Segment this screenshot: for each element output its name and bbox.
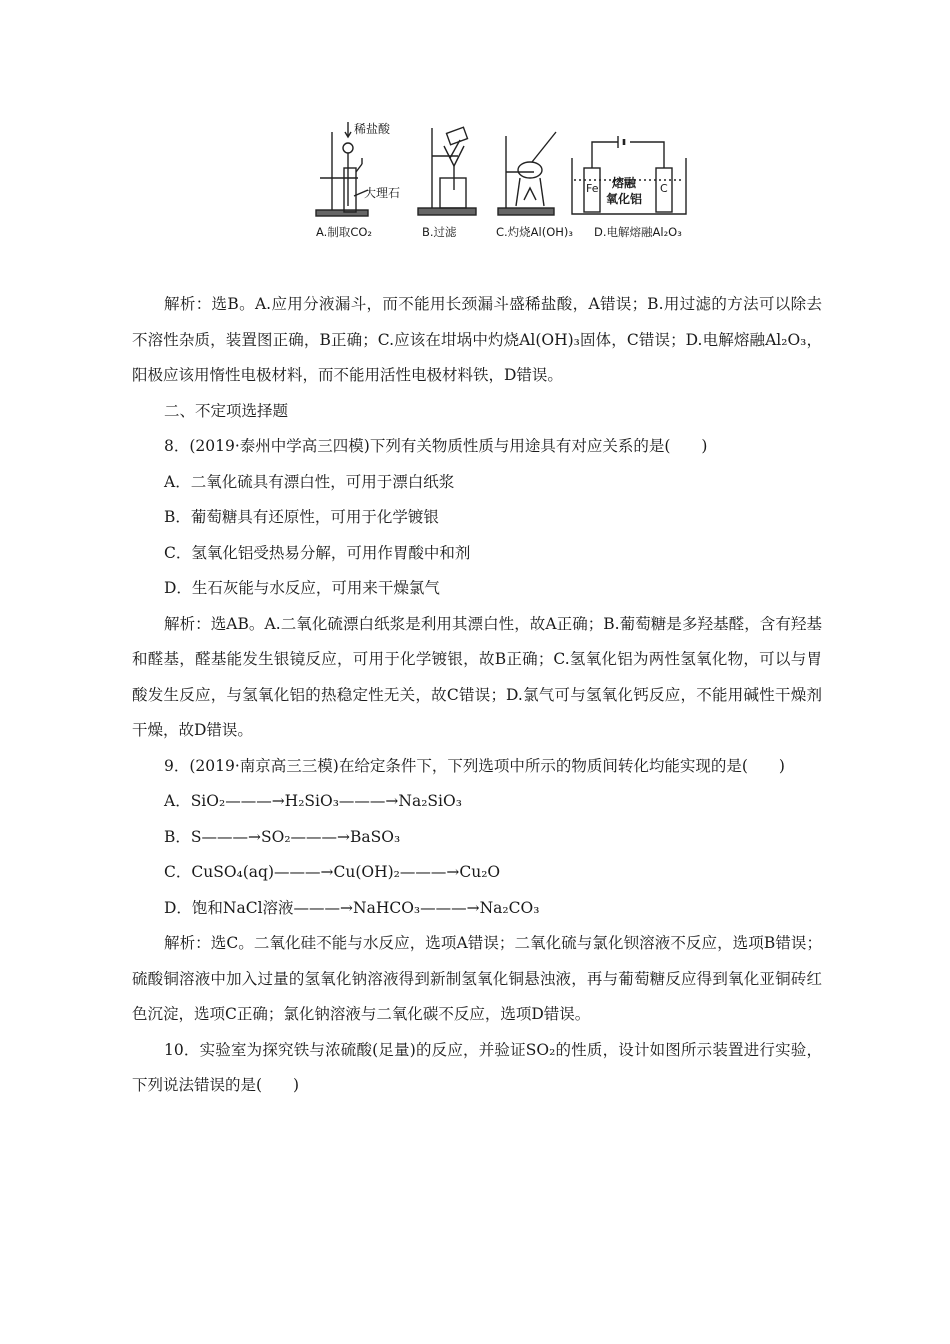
- q9-option-d: D．饱和NaCl溶液———→NaHCO₃———→Na₂CO₃: [164, 898, 540, 917]
- q8-option-a: A．二氧化硫具有漂白性，可用于漂白纸浆: [164, 472, 455, 491]
- q9-option-a: A．SiO₂———→H₂SiO₃———→Na₂SiO₃: [164, 792, 462, 810]
- q9-option-b: B．S———→SO₂———→BaSO₃: [164, 827, 401, 846]
- caption-a: A.制取CO₂: [316, 225, 373, 239]
- apparatus-b-drawing: [418, 127, 476, 215]
- label-marble: 大理石: [364, 186, 401, 200]
- q8-option-b: B．葡萄糖具有还原性，可用于化学镀银: [164, 508, 439, 526]
- apparatus-figure: [310, 118, 710, 246]
- body-text: [132, 287, 822, 1104]
- question-9: 9．(2019·南京高三三模)在给定条件下，下列选项中所示的物质间转化均能实现的是( ): [164, 756, 785, 775]
- label-molten-2: 氧化铝: [606, 192, 643, 206]
- label-fe-electrode: Fe: [586, 182, 599, 195]
- section-heading: 二、不定项选择题: [164, 401, 289, 420]
- caption-c: C.灼烧Al(OH)₃: [496, 225, 574, 239]
- q8-option-c: C．氢氧化铝受热易分解，可用作胃酸中和剂: [164, 543, 471, 562]
- q9-option-c: C．CuSO₄(aq)———→Cu(OH)₂———→Cu₂O: [164, 863, 501, 881]
- answer-8: 解析：选AB。A.二氧化硫漂白纸浆是利用其漂白性，故A正确；B.葡萄糖是多羟基醛，含有羟基和醛基，醛基能发生银镜反应，可用于化学镀银，故B正确；C.氢氧化铝为两性氢氧化物，可以与胃酸发生反应，与氢氧化铝的热稳定性无关，故C错误；D.氯气可与氢氧化钙反应，不能用碱性干燥剂干燥，故D错误。: [132, 614, 822, 739]
- answer-7: 解析：选B。A.应用分液漏斗，而不能用长颈漏斗盛稀盐酸，A错误；B.用过滤的方法可以除去不溶性杂质，装置图正确，B正确；C.应该在坩埚中灼烧Al(OH)₃固体，C错误；D.电解熔融Al₂O₃，阳极应该用惰性电极材料，而不能用活性电极材料铁，D错误。: [132, 295, 822, 384]
- label-c-electrode: C: [660, 182, 668, 195]
- answer-9: 解析：选C。二氧化硅不能与水反应，选项A错误；二氧化硫与氯化钡溶液不反应，选项B错误；硫酸铜溶液中加入过量的氢氧化钠溶液得到新制氢氧化铜悬浊液，再与葡萄糖反应得到氧化亚铜砖红色沉淀，选项C正确；氯化钠溶液与二氧化碳不反应，选项D错误。: [132, 934, 822, 1023]
- caption-d: D.电解熔融Al₂O₃: [594, 225, 682, 239]
- question-10: 10．实验室为探究铁与浓硫酸(足量)的反应，并验证SO₂的性质，设计如图所示装置进行实验，下列说法错误的是( ): [132, 1040, 822, 1094]
- q8-option-d: D．生石灰能与水反应，可用来干燥氯气: [164, 579, 440, 597]
- label-dilute-hcl: 稀盐酸: [354, 122, 391, 136]
- label-molten-1: 熔融: [612, 176, 637, 190]
- apparatus-c-drawing: [498, 132, 556, 215]
- question-8: 8．(2019·泰州中学高三四模)下列有关物质性质与用途具有对应关系的是( ): [164, 437, 708, 455]
- caption-b: B.过滤: [422, 225, 457, 239]
